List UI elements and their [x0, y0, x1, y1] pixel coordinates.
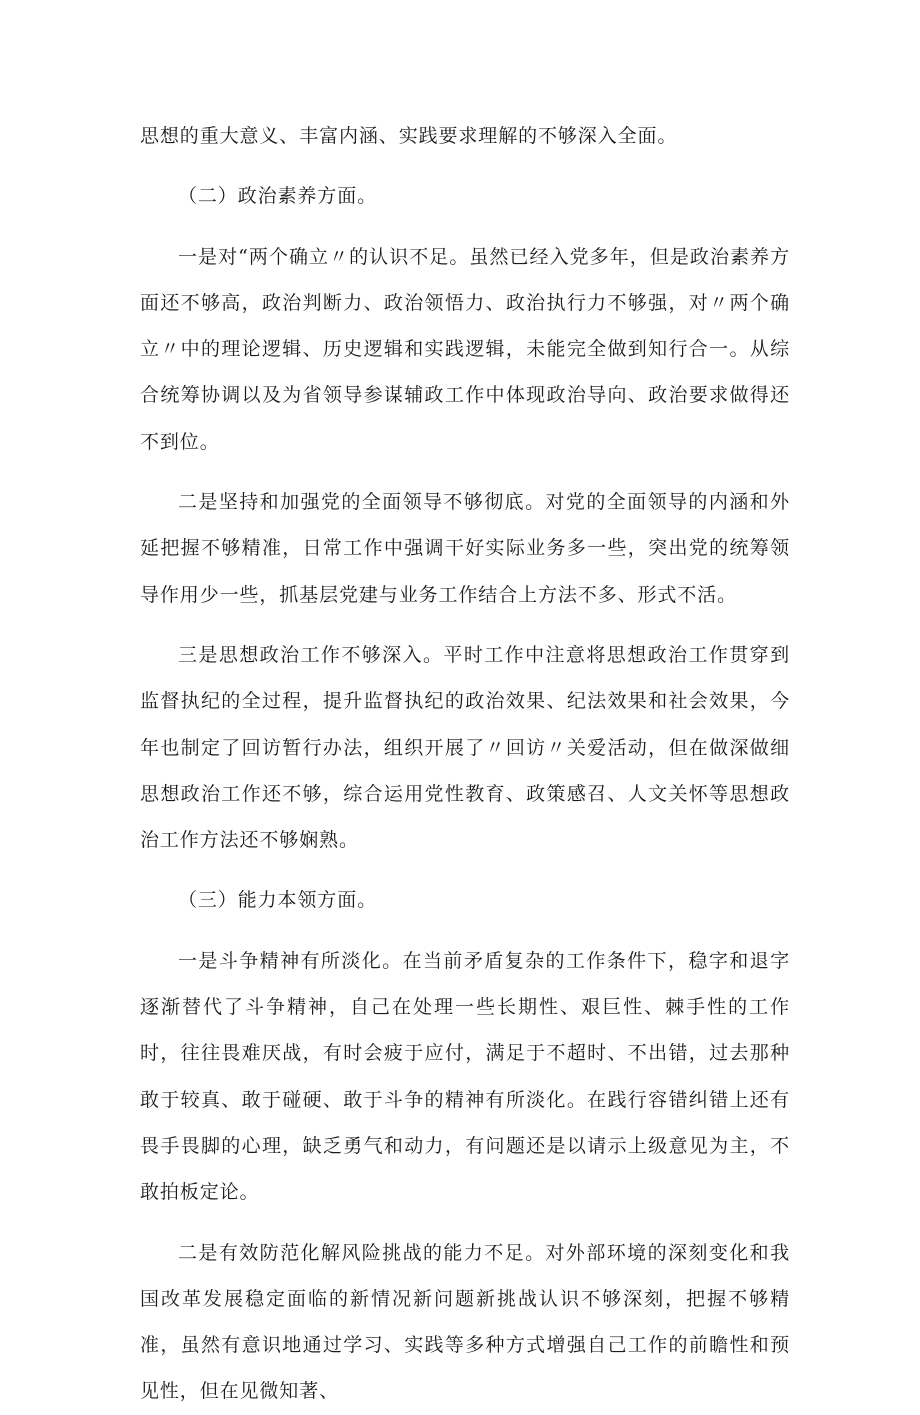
paragraph-party-leadership: 二是坚持和加强党的全面领导不够彻底。对党的全面领导的内涵和外延把握不够精准，日常工作中强调干好实际业务多一些，突出党的统筹领导作用少一些，抓基层党建与业务工作结合上方法不多、形式不活。 — [140, 491, 790, 606]
section-heading-ability: （三）能力本领方面。 — [178, 889, 378, 912]
paragraph-continuation: 思想的重大意义、丰富内涵、实践要求理解的不够深入全面。 — [140, 125, 678, 147]
section-heading-political-quality: （二）政治素养方面。 — [178, 185, 378, 208]
paragraph-risk-prevention: 二是有效防范化解风险挑战的能力不足。对外部环境的深刻变化和我国改革发展稳定面临的新情况新问题新挑战认识不够深刻，把握不够精准，虽然有意识地通过学习、实践等多种方式增强自己工作的前瞻性和预见性，但在见微知著、 — [140, 1241, 790, 1403]
document-body — [140, 113, 790, 1415]
paragraph-ideological-work: 三是思想政治工作不够深入。平时工作中注意将思想政治工作贯穿到监督执纪的全过程，提升监督执纪的政治效果、纪法效果和社会效果，今年也制定了回访暂行办法，组织开展了〃回访〃关爱活动，但在做深做细思想政治工作还不够，综合运用党性教育、政策感召、人文关怀等思想政治工作方法还不够娴熟。 — [140, 643, 790, 852]
paragraph-fighting-spirit: 一是斗争精神有所淡化。在当前矛盾复杂的工作条件下，稳字和退字逐渐替代了斗争精神，自己在处理一些长期性、艰巨性、棘手性的工作时，往往畏难厌战，有时会疲于应付，满足于不超时、不出错，过去那种敢于较真、敢于碰硬、敢于斗争的精神有所淡化。在践行容错纠错上还有畏手畏脚的心理，缺乏勇气和动力，有问题还是以请示上级意见为主，不敢拍板定论。 — [140, 949, 790, 1204]
paragraph-two-establishments: 一是对“两个确立〃的认识不足。虽然已经入党多年，但是政治素养方面还不够高，政治判断力、政治领悟力、政治执行力不够强，对〃两个确立〃中的理论逻辑、历史逻辑和实践逻辑，未能完全做到知行合一。从综合统筹协调以及为省领导参谋辅政工作中体现政治导向、政治要求做得还不到位。 — [140, 245, 790, 453]
